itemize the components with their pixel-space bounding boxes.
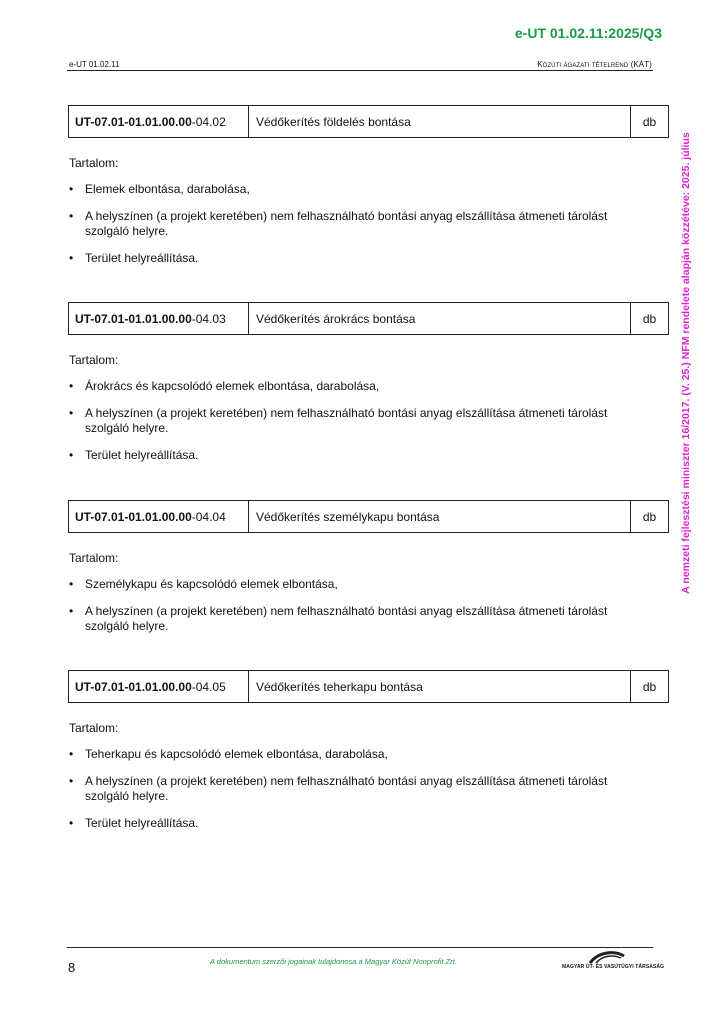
item-04-05 <box>68 670 669 843</box>
content-label: Tartalom: <box>69 551 119 565</box>
item-code-box <box>68 105 669 138</box>
content-list <box>68 182 669 266</box>
item-04-04 <box>68 500 669 646</box>
header-right-text: Közúti ágazati tételrend (KÁT) <box>537 60 652 69</box>
content-list <box>68 747 669 831</box>
item-unit: db <box>642 114 657 129</box>
item-code-box <box>68 670 669 703</box>
road-arc-icon <box>588 950 626 964</box>
list-item: • Elemek elbontása, darabolása, <box>69 182 250 196</box>
item-title: Védőkerítés teherkapu bontása <box>249 671 631 702</box>
item-04-02 <box>68 105 669 278</box>
list-item: • Teherkapu és kapcsolódó elemek elbontása, darabolása, <box>69 747 388 761</box>
item-code: UT-07.01-01.01.00.00 -04.04 <box>69 501 249 532</box>
list-item: • A helyszínen (a projekt keretében) nem felhasználható bontási anyag elszállítása átmeneti tárolást szolgáló helyre. <box>69 406 608 435</box>
item-unit: db <box>642 509 657 524</box>
item-title: Védőkerítés személykapu bontása <box>249 501 631 532</box>
header-left-text: e-UT 01.02.11 <box>69 60 120 69</box>
item-04-03 <box>68 302 669 475</box>
item-unit: db <box>642 679 657 694</box>
content-label: Tartalom: <box>69 353 119 367</box>
footer-divider <box>67 947 653 948</box>
document-id: e-UT 01.02.11:2025/Q3 <box>514 25 662 41</box>
item-title: Védőkerítés földelés bontása <box>249 106 631 137</box>
content-list <box>68 577 669 634</box>
list-item: • A helyszínen (a projekt keretében) nem felhasználható bontási anyag elszállítása átmeneti tárolást szolgáló helyre. <box>69 209 608 238</box>
content-label: Tartalom: <box>69 721 119 735</box>
item-code: UT-07.01-01.01.00.00 -04.02 <box>69 106 249 137</box>
item-code: UT-07.01-01.01.00.00 -04.03 <box>69 303 249 334</box>
page-number: 8 <box>68 960 76 975</box>
item-title: Védőkerítés árokrács bontása <box>249 303 631 334</box>
list-item: • Személykapu és kapcsolódó elemek elbontása, <box>69 577 338 591</box>
header-divider <box>67 70 653 71</box>
item-code: UT-07.01-01.01.00.00 -04.05 <box>69 671 249 702</box>
list-item: • A helyszínen (a projekt keretében) nem felhasználható bontási anyag elszállítása átmeneti tárolást szolgáló helyre. <box>69 604 608 633</box>
item-code-box <box>68 302 669 335</box>
logo-text: MAGYAR ÚT- ÉS VASÚTÜGYI TÁRSASÁG <box>562 964 665 970</box>
list-item: • A helyszínen (a projekt keretében) nem felhasználható bontási anyag elszállítása átmeneti tárolást szolgáló helyre. <box>69 774 608 803</box>
side-note-text: A nemzeti fejlesztési miniszter 16/2017. (V. 25.) NFM rendelete alapján közzétéve: 2025. július <box>680 132 692 594</box>
item-code-box <box>68 500 669 533</box>
copyright-notice: A dokumentum szerzői jogainak tulajdonosa a Magyar Közút Nonprofit Zrt. <box>210 957 457 966</box>
side-note <box>677 96 695 630</box>
list-item: • Árokrács és kapcsolódó elemek elbontása, darabolása, <box>69 379 380 393</box>
list-item: • Terület helyreállítása. <box>69 251 199 265</box>
content-list <box>68 379 669 463</box>
item-unit: db <box>642 311 657 326</box>
society-logo <box>562 950 665 978</box>
list-item: • Terület helyreállítása. <box>69 816 199 830</box>
content-label: Tartalom: <box>69 156 119 170</box>
list-item: • Terület helyreállítása. <box>69 448 199 462</box>
